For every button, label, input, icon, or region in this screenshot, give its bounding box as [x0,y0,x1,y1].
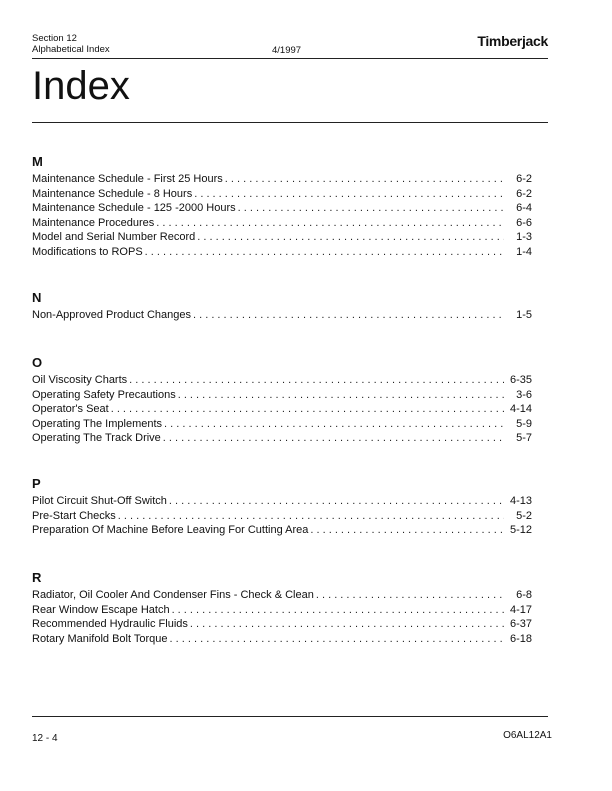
page-title: Index [32,64,130,108]
entry-text: Preparation Of Machine Before Leaving For Cutting Area [32,524,309,536]
dot-leader [162,417,504,432]
dot-leader [154,216,504,231]
entry-page: 5-9 [516,417,532,430]
section-subtitle: Alphabetical Index [32,44,110,55]
dot-leader [192,187,504,202]
header-section-info [32,33,110,55]
index-section-o [32,355,532,446]
index-entry [32,431,532,446]
index-entry [32,402,532,417]
entry-page: 3-6 [516,388,532,401]
dot-leader [161,431,504,446]
dot-leader [314,588,504,603]
entry-text: Operating The Track Drive [32,432,161,444]
index-section-r [32,570,532,646]
entry-page: 5-12 [509,524,532,536]
index-entry [32,523,532,538]
entry-text: Model and Serial Number Record [32,231,196,243]
index-entry [32,617,532,632]
entry-page: 1-3 [516,231,532,243]
entry-page: 5-7 [516,432,532,444]
entry-text: Oil Viscosity Charts [32,374,128,386]
dot-leader [127,373,504,388]
header-divider [32,58,548,59]
dot-leader [308,523,504,538]
entry-text: Radiator, Oil Cooler And Condenser Fins - Check & Clean [32,589,314,601]
index-entry [32,308,532,323]
dot-leader [109,402,504,417]
page-number: 12 - 4 [32,733,58,744]
entry-page: 1-4 [516,245,532,258]
dot-leader [143,245,504,260]
entry-page: 4-13 [509,495,532,507]
entry-text: Rear Window Escape Hatch [32,603,170,616]
entry-text: Operating Safety Precautions [32,388,176,401]
entry-page: 4-14 [509,403,532,415]
title-divider [32,122,548,123]
dot-leader [176,388,504,403]
dot-leader [195,230,504,245]
index-entry [32,216,532,231]
entry-page: 6-2 [516,173,532,185]
index-entry [32,632,532,647]
index-entry [32,172,532,187]
dot-leader [170,603,504,618]
index-entry [32,494,532,509]
entry-page: 6-8 [516,589,532,601]
entry-text: Operator's Seat [32,403,109,415]
index-entry [32,509,532,524]
index-entry [32,373,532,388]
entry-page: 6-37 [509,618,532,630]
index-entry [32,201,532,216]
entry-page: 6-18 [509,632,532,645]
entry-page: 6-4 [516,202,532,214]
index-section-n [32,290,532,323]
entry-text: Rotary Manifold Bolt Torque [32,632,168,645]
entry-text: Recommended Hydraulic Fluids [32,618,188,630]
index-entry [32,187,532,202]
section-letter: M [32,154,43,169]
entry-page: 1-5 [516,309,532,321]
footer-divider [32,716,548,717]
section-letter: N [32,290,42,305]
index-entry [32,388,532,403]
index-entry [32,230,532,245]
index-section-m [32,154,532,259]
entry-text: Maintenance Schedule - 8 Hours [32,187,193,200]
entry-text: Operating The Implements [32,417,163,430]
index-entry [32,603,532,618]
entry-page: 6-35 [509,374,532,386]
dot-leader [191,308,504,323]
entry-text: Maintenance Procedures [32,216,155,229]
index-entry [32,417,532,432]
section-label: Section 12 [32,33,77,44]
section-letter: P [32,476,41,491]
entry-text: Maintenance Schedule - 125 -2000 Hours [32,202,236,214]
entry-text: Modifications to ROPS [32,245,143,258]
section-letter: R [32,570,42,585]
dot-leader [223,172,504,187]
dot-leader [188,617,504,632]
index-entry [32,245,532,260]
entry-text: Maintenance Schedule - First 25 Hours [32,173,223,185]
index-entry [32,588,532,603]
section-letter: O [32,355,43,370]
entry-text: Pre-Start Checks [32,509,116,522]
dot-leader [236,201,504,216]
entry-page: 6-6 [516,216,532,229]
document-code: O6AL12A1 [503,730,552,741]
entry-text: Pilot Circuit Shut-Off Switch [32,495,167,507]
entry-page: 4-17 [509,603,532,616]
header-date: 4/1997 [272,45,302,56]
entry-text: Non-Approved Product Changes [32,309,191,321]
dot-leader [168,632,504,647]
entry-page: 6-2 [516,187,532,200]
dot-leader [167,494,504,509]
brand-logo: Timberjack [477,33,548,49]
dot-leader [116,509,504,524]
entry-page: 5-2 [516,509,532,522]
index-section-p [32,476,532,538]
